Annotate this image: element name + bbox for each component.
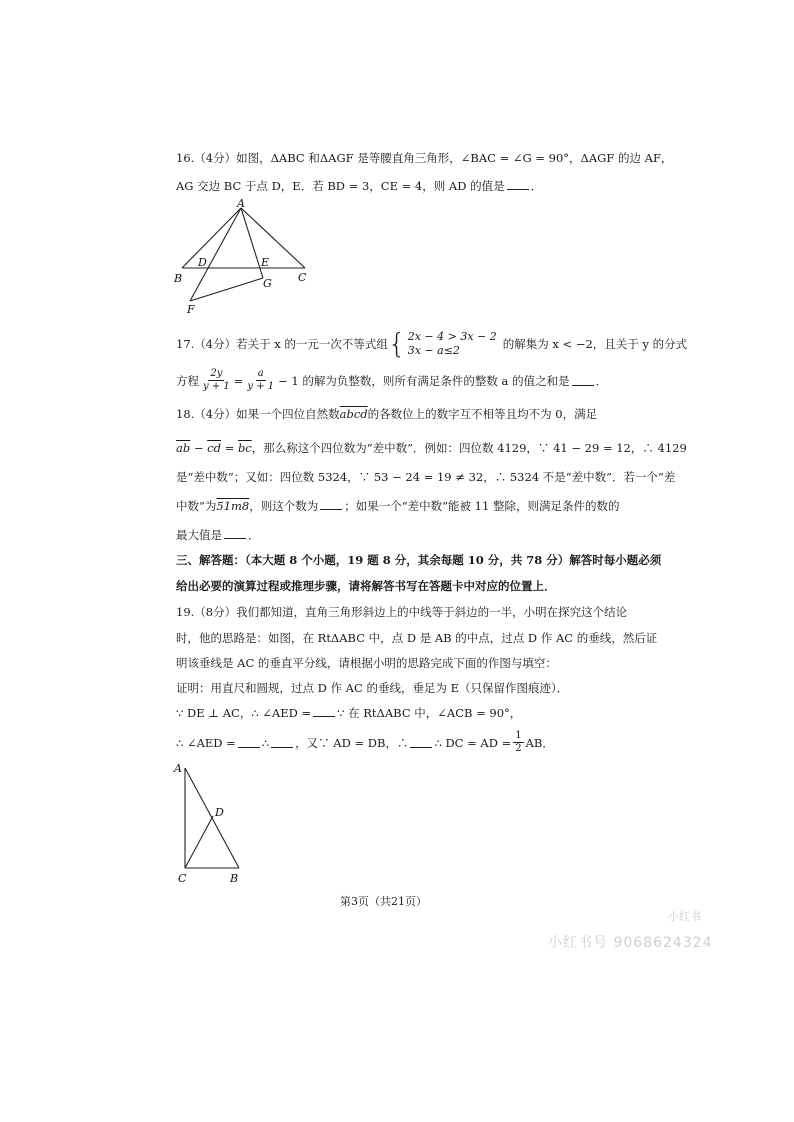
q16-label-D: D <box>198 256 207 269</box>
q19-blank-2 <box>238 737 260 748</box>
q16-line2 <box>176 178 542 194</box>
q19-label-C: C <box>178 872 187 885</box>
q19-label-A: A <box>174 762 182 775</box>
q18-line2-text: ，那么称这个四位数为“差中数”．例如：四位数 4129，∵ 41 − 29 = 12，∴ 4129 <box>251 441 687 455</box>
q18-cd: $\overline{cd}$ <box>207 441 221 455</box>
q18-answer-blank-2 <box>224 528 246 539</box>
q17-answer-blank <box>572 375 594 386</box>
q19-half-den: 2 <box>515 743 522 754</box>
q17-frac1-den: y + 1 <box>203 381 230 392</box>
q18-abcd: abcd <box>339 407 368 421</box>
q18-line1-text: 18.（4分）如果一个四位自然数 <box>176 407 340 421</box>
q17-frac2-den: y + 1 <box>247 381 275 392</box>
q19-blank-1 <box>313 706 335 717</box>
q16-line2-end: ． <box>530 179 543 193</box>
q19-half <box>513 730 523 755</box>
q18-eqsign: = <box>220 441 238 455</box>
q18-line5-end: ． <box>248 528 260 542</box>
q19-line4: 证明：用直尺和圆规，过点 D 作 AC 的垂线，垂足为 E（只保留作图痕迹）． <box>176 681 569 695</box>
q18-answer-blank-1 <box>320 499 342 510</box>
q16-label-A: A <box>237 198 245 210</box>
q18-line1-end: 的各数位上的数字互不相等且均不为 0，满足 <box>367 407 598 421</box>
q19-line6-a: ∴ ∠AED = <box>176 735 236 750</box>
watermark-badge: 小红书 <box>668 910 701 923</box>
q19-line6-d: ∴ DC = AD = <box>434 735 512 750</box>
q18-line1 <box>176 406 597 422</box>
section3-line2: 给出必要的演算过程或推理步骤，请将解答书写在答题卡中对应的位置上． <box>176 579 556 593</box>
q18-line4-end: ；如果一个“差中数”能被 11 整除，则满足条件的数的 <box>344 499 620 513</box>
q16-label-B: B <box>174 272 183 285</box>
q19-line1: 19.（8分）我们都知道，直角三角形斜边上的中线等于斜边的一半，小明在探究这个结论 <box>176 605 628 619</box>
q17-line2-text: − 1 的解为负整数，则所有满足条件的整数 a 的值之和是 <box>278 373 570 388</box>
q19-blank-3 <box>271 737 293 748</box>
q17-eq: = <box>233 373 244 388</box>
q16-line2-text: AG 交边 BC 于点 D，E．若 BD = 3，CE = 4，则 AD 的值是 <box>176 179 505 193</box>
q17-frac1 <box>201 368 232 393</box>
q17-line1-end: 的解集为 x < −2，且关于 y 的分式 <box>502 337 688 351</box>
q19-line5-start: ∵ DE ⊥ AC，∴ ∠AED = <box>176 706 312 720</box>
q18-line4-start: 中数”为 <box>176 499 217 513</box>
q18-line4 <box>176 498 619 514</box>
q16-label-G: G <box>263 277 272 290</box>
q19-line6-e: AB． <box>525 735 554 750</box>
q18-51m8: 51m8 <box>216 499 250 513</box>
q19-line6 <box>176 730 554 755</box>
q17-inequality-system <box>387 327 497 360</box>
q18-ab: $\overline{ab}$ <box>176 441 191 455</box>
q19-label-B: B <box>230 872 239 885</box>
q19-line5-end: ∵ 在 RtΔABC 中，∠ACB = 90°， <box>337 706 522 720</box>
q19-figure <box>170 758 250 886</box>
q16-label-E: E <box>261 256 270 269</box>
q19-line3: 明该垂线是 AC 的垂直平分线，请根据小明的思路完成下面的作图与填空： <box>176 656 557 670</box>
q18-line5 <box>176 527 260 543</box>
q17-ineq1: 2x − 4 > 3x − 2 <box>407 330 497 343</box>
q19-line6-b: ∴ <box>261 735 270 750</box>
q17-frac2-num: a <box>257 368 264 379</box>
q17-line1 <box>176 327 688 360</box>
q16-answer-blank <box>507 179 529 190</box>
q19-half-num: 1 <box>515 730 522 741</box>
section3-line1: 三、解答题：（本大题 8 个小题，19 题 8 分，其余每题 10 分，共 78 分）解答时每小题必须 <box>176 553 662 567</box>
q18-minus: − <box>190 441 208 455</box>
q19-line5 <box>176 705 521 721</box>
page-footer: 第3页（共21页） <box>340 895 427 908</box>
q16-line1: 16.（4分）如图，ΔABC 和ΔAGF 是等腰直角三角形，∠BAC = ∠G = 90°，ΔAGF 的边 AF， <box>176 151 673 165</box>
q19-line2: 时，他的思路是：如图，在 RtΔABC 中，点 D 是 AB 的中点，过点 D 作 AC 的垂线，然后证 <box>176 631 658 645</box>
q17-line1-text: 17.（4分）若关于 x 的一元一次不等式组 <box>176 337 388 351</box>
q19-label-D: D <box>215 806 224 819</box>
q18-line5-start: 最大值是 <box>176 528 222 542</box>
q17-line2 <box>176 368 607 393</box>
q17-ineq2: 3x − a≤2 <box>407 344 460 357</box>
q17-line2-start: 方程 <box>176 373 199 388</box>
q17-line2-end: ． <box>595 373 608 388</box>
q19-blank-4 <box>410 737 432 748</box>
q16-label-F: F <box>187 303 195 316</box>
q17-brace: { <box>387 327 406 360</box>
watermark-text: 小红书号 9068624324 <box>548 935 713 951</box>
q17-frac1-num: 2y <box>210 368 223 379</box>
q16-label-C: C <box>298 271 307 284</box>
q18-bc: $\overline{bc}$ <box>237 441 252 455</box>
q18-line3: 是“差中数”；又如：四位数 5324，∵ 53 − 24 = 19 ≠ 32，∴ 5324 不是“差中数”．若一个“差 <box>176 470 676 484</box>
q19-line6-c: ，又∵ AD = DB，∴ <box>295 735 409 750</box>
q17-frac2 <box>245 368 276 393</box>
q16-figure <box>170 198 320 316</box>
q18-line2 <box>176 440 687 456</box>
q18-line4-mid: ，则这个数为 <box>249 499 319 513</box>
